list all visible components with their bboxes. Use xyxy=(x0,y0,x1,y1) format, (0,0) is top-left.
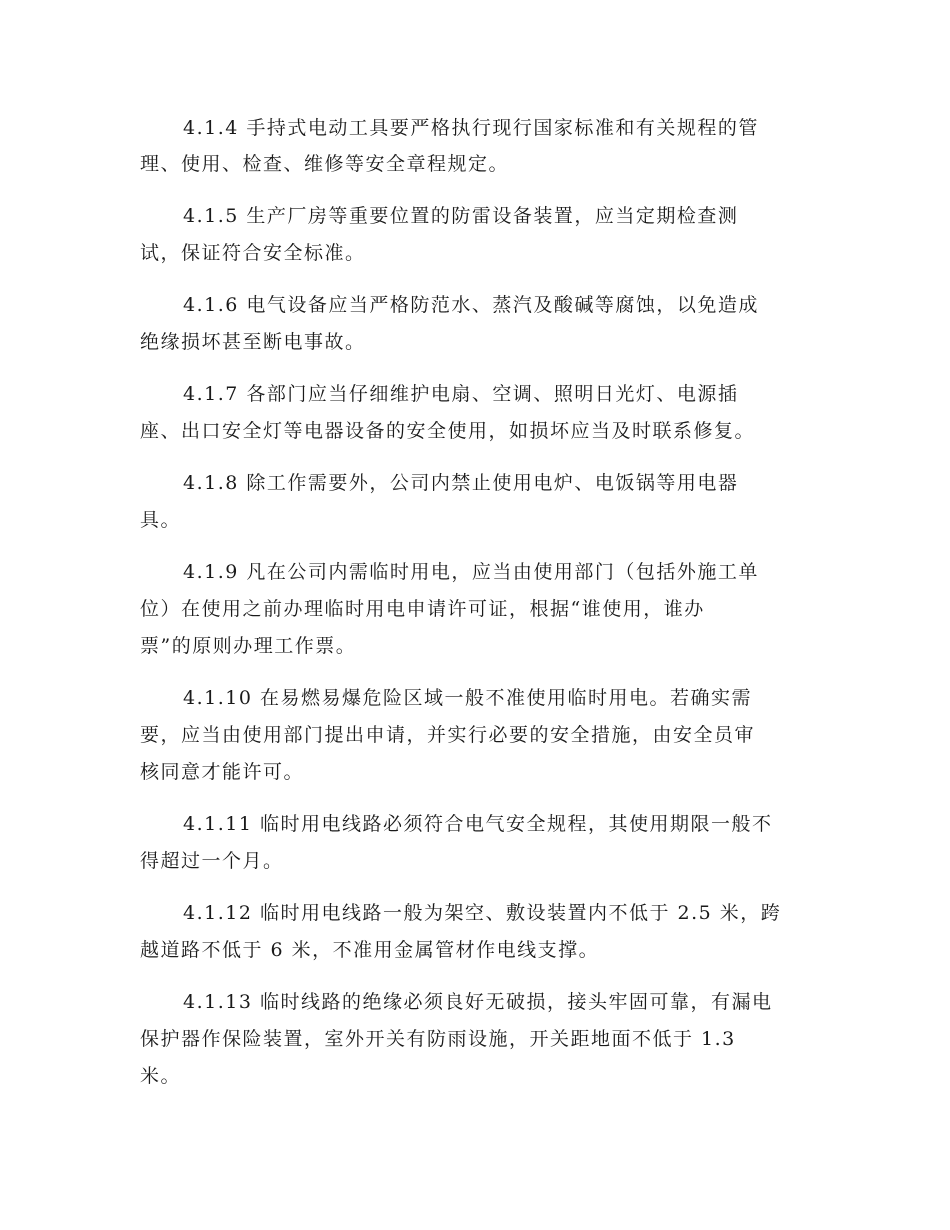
paragraph-line: 4.1.12 临时用电线路一般为架空、敷设装置内不低于 2.5 米，跨 xyxy=(183,902,782,924)
paragraph-line: 4.1.11 临时用电线路必须符合电气安全规程，其使用期限一般不 xyxy=(183,813,773,835)
paragraph-line: 票”的原则办理工作票。 xyxy=(140,635,357,657)
paragraph-line: 4.1.9 凡在公司内需临时用电，应当由使用部门（包括外施工单 xyxy=(183,561,759,583)
paragraph-line: 具。 xyxy=(140,509,182,531)
paragraph-line: 4.1.8 除工作需要外，公司内禁止使用电炉、电饭锅等用电器 xyxy=(183,472,739,494)
paragraph-line: 4.1.5 生产厂房等重要位置的防雷设备装置，应当定期检查测 xyxy=(183,205,739,227)
paragraph-line: 4.1.4 手持式电动工具要严格执行现行国家标准和有关规程的管 xyxy=(183,117,759,139)
paragraph-line: 得超过一个月。 xyxy=(140,850,284,872)
paragraph-line: 4.1.7 各部门应当仔细维护电扇、空调、照明日光灯、电源插 xyxy=(183,383,739,405)
paragraph-line: 要，应当由使用部门提出申请，并实行必要的安全措施，由安全员审 xyxy=(140,724,756,746)
paragraph-line: 保护器作保险装置，室外开关有防雨设施，开关距地面不低于 1.3 xyxy=(140,1028,736,1050)
paragraph-line: 核同意才能许可。 xyxy=(140,761,305,783)
paragraph-line: 4.1.6 电气设备应当严格防范水、蒸汽及酸碱等腐蚀，以免造成 xyxy=(183,294,759,316)
paragraph-line: 越道路不低于 6 米，不准用金属管材作电线支撑。 xyxy=(140,939,600,961)
paragraph-line: 理、使用、检查、维修等安全章程规定。 xyxy=(140,153,510,175)
paragraph-line: 试，保证符合安全标准。 xyxy=(140,242,366,264)
paragraph-line: 米。 xyxy=(140,1065,182,1087)
paragraph-line: 绝缘损坏甚至断电事故。 xyxy=(140,331,366,353)
paragraph-line: 4.1.13 临时线路的绝缘必须良好无破损，接头牢固可靠，有漏电 xyxy=(183,991,773,1013)
paragraph-line: 4.1.10 在易燃易爆危险区域一般不准使用临时用电。若确实需 xyxy=(183,687,752,709)
paragraph-line: 座、出口安全灯等电器设备的安全使用，如损坏应当及时联系修复。 xyxy=(140,420,756,442)
paragraph-line: 位）在使用之前办理临时用电申请许可证，根据“谁使用，谁办 xyxy=(140,598,705,620)
